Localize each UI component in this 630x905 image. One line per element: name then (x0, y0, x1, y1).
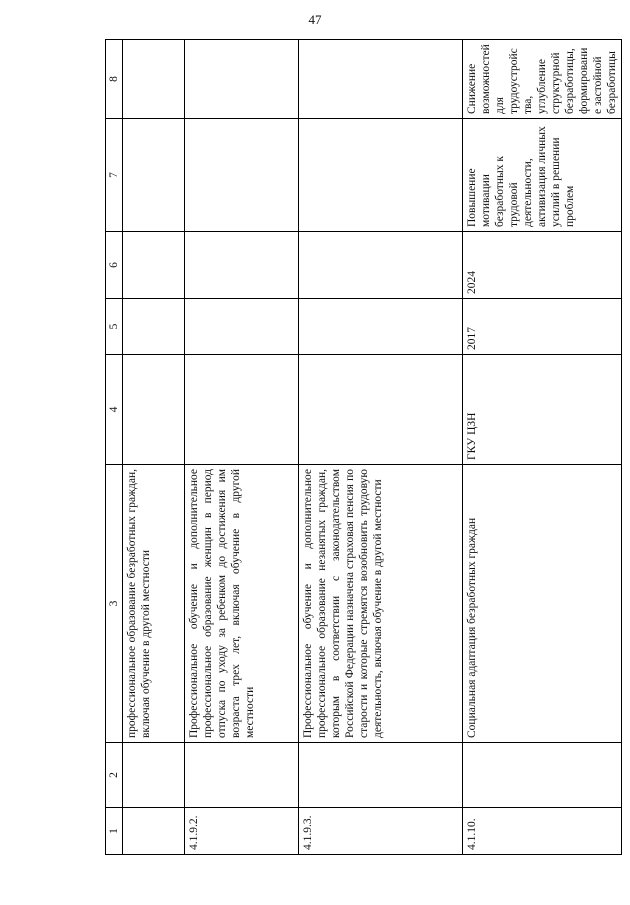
row-code: 4.1.10. (463, 808, 622, 855)
rotated-table-container (105, 40, 619, 855)
row-result (185, 119, 299, 232)
row-end (185, 232, 299, 299)
table-row (299, 40, 463, 855)
header-col-1: 1 (106, 808, 123, 855)
row-end: 2024 (463, 232, 622, 299)
row-code: 4.1.9.2. (185, 808, 299, 855)
row-text: профессиональное образование безработных граждан, включая обучение в другой местности (123, 465, 185, 743)
row-code: 4.1.9.3. (299, 808, 463, 855)
measures-table (105, 39, 622, 855)
table-row (463, 40, 622, 855)
row-text: Профессиональное обучение и дополнительное профессиональное образование женщин в период отпуска по уходу за ребенком до достижения им возраста трех лет, включая обучение в другой местности (185, 465, 299, 743)
row-consequence: Снижение возможностей для трудоустройства, углубление структурной безработицы, формирование застойной безработицы (463, 40, 622, 119)
row-text: Социальная адаптация безработных граждан (463, 465, 622, 743)
row-consequence (299, 40, 463, 119)
row-result: Повышение мотивации безработных к трудовой деятельности, активизация личных усилий в решении проблем (463, 119, 622, 232)
header-col-3: 3 (106, 465, 123, 743)
row-start (299, 299, 463, 355)
row-result (299, 119, 463, 232)
table-row (185, 40, 299, 855)
row-col2 (185, 743, 299, 808)
header-col-5: 5 (106, 299, 123, 355)
row-col2 (299, 743, 463, 808)
row-end (299, 232, 463, 299)
table-row (123, 40, 185, 855)
row-start (123, 299, 185, 355)
header-col-2: 2 (106, 743, 123, 808)
row-code (123, 808, 185, 855)
row-executor (299, 355, 463, 465)
row-executor: ГКУ ЦЗН (463, 355, 622, 465)
header-col-8: 8 (106, 40, 123, 119)
row-result (123, 119, 185, 232)
row-consequence (185, 40, 299, 119)
row-executor (123, 355, 185, 465)
row-consequence (123, 40, 185, 119)
row-end (123, 232, 185, 299)
row-executor (185, 355, 299, 465)
row-col2 (123, 743, 185, 808)
row-col2 (463, 743, 622, 808)
row-text: Профессиональное обучение и дополнительное профессиональное образование незанятых граждан, которым в соответствии с законодательством Российской Федерации назначена страховая пенсия по старости и которые стремятся возобновить трудовую деятельность, включая обучение в другой местности (299, 465, 463, 743)
row-start: 2017 (463, 299, 622, 355)
header-col-6: 6 (106, 232, 123, 299)
header-row (106, 40, 123, 855)
row-start (185, 299, 299, 355)
header-col-7: 7 (106, 119, 123, 232)
header-col-4: 4 (106, 355, 123, 465)
page-number: 47 (308, 12, 322, 27)
